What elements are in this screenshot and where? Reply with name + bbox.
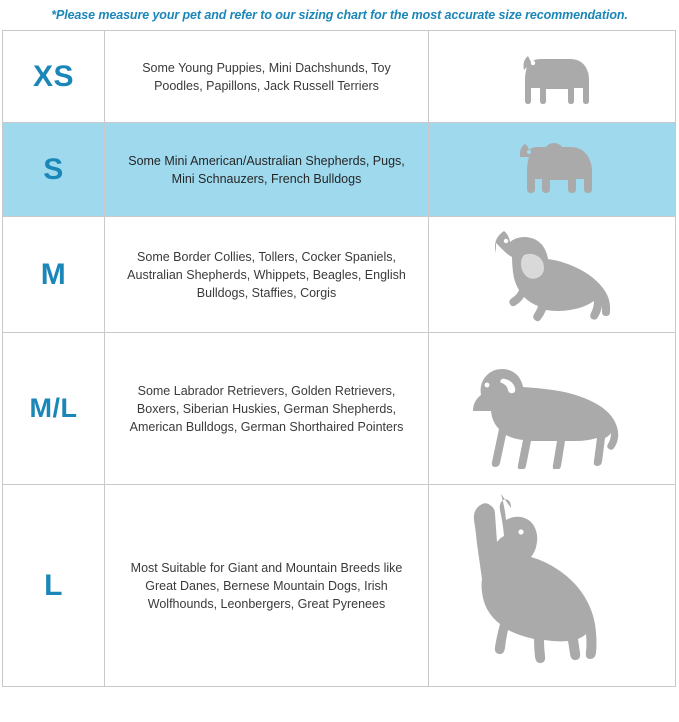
table-row [3, 31, 676, 123]
breeds-cell [105, 123, 429, 216]
dog-silhouette-m-icon [466, 225, 638, 325]
breeds-text: Some Labrador Retrievers, Golden Retrievers, Boxers, Siberian Huskies, German Shepherds, American Bulldogs, German Shorthaired Pointers [129, 383, 404, 434]
table-row [3, 217, 676, 333]
size-label: L [44, 568, 63, 602]
measurement-note: *Please measure your pet and refer to our sizing chart for the most accurate size recommendation. [51, 8, 628, 22]
dog-image-cell [429, 217, 676, 332]
size-cell [3, 485, 105, 686]
dog-image-cell [429, 123, 676, 216]
breeds-cell [105, 333, 429, 484]
size-chart-table [2, 30, 676, 687]
dog-silhouette-xs-icon [492, 46, 612, 108]
breeds-cell [105, 485, 429, 686]
dog-image-cell [429, 333, 676, 484]
breeds-text: Some Young Puppies, Mini Dachshunds, Toy Poodles, Papillons, Jack Russell Terriers [142, 60, 391, 93]
size-label: S [43, 152, 64, 186]
breeds-cell [105, 217, 429, 332]
breeds-text: Some Border Collies, Tollers, Cocker Spaniels, Australian Shepherds, Whippets, Beagles, English Bulldogs, Staffies, Corgis [127, 249, 406, 300]
dog-image-cell [429, 31, 676, 122]
size-cell [3, 123, 105, 216]
table-row [3, 485, 676, 687]
dog-silhouette-l-icon [461, 488, 643, 684]
table-row [3, 333, 676, 485]
dog-image-cell [429, 485, 676, 686]
breeds-cell [105, 31, 429, 122]
breeds-text: Most Suitable for Giant and Mountain Breeds like Great Danes, Bernese Mountain Dogs, Irish Wolfhounds, Leonbergers, Great Pyrenees [130, 560, 403, 611]
size-cell [3, 333, 105, 484]
breeds-text: Some Mini American/Australian Shepherds, Pugs, Mini Schnauzers, French Bulldogs [128, 153, 405, 186]
size-cell [3, 217, 105, 332]
dog-silhouette-s-icon [496, 137, 608, 203]
size-cell [3, 31, 105, 122]
size-label: M [40, 257, 67, 291]
dog-silhouette-ml-icon [459, 349, 645, 469]
size-label: XS [32, 59, 75, 93]
table-row [3, 123, 676, 217]
size-label: M/L [29, 393, 78, 423]
